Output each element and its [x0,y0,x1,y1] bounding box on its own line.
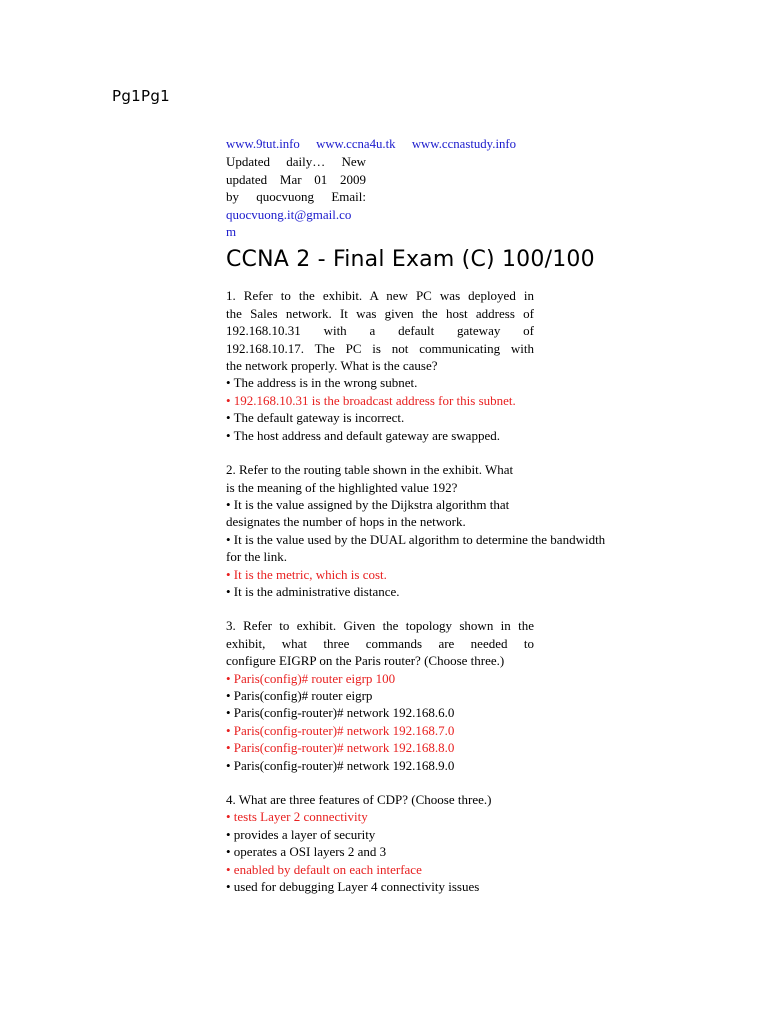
question-line: the Sales network. It was given the host address of [226,305,534,321]
question-text [226,287,534,374]
answer-option: • operates a OSI layers 2 and 3 [226,844,387,860]
answer-option: • The default gateway is incorrect. [226,410,405,426]
header-links [226,135,656,153]
question-list [226,287,656,895]
answer-option-correct: • enabled by default on each interface [226,861,422,877]
answer-option: • provides a layer of security [226,826,376,842]
answer-option-correct: • Paris(config-router)# network 192.168.7.0 [226,722,455,738]
answer-option: • Paris(config-router)# network 192.168.9.0 [226,757,455,773]
question-text [226,791,534,808]
page-title: CCNA 2 - Final Exam (C) 100/100 [226,247,595,273]
update-line-3: by quocvuong Email: [226,189,366,205]
question-block [226,791,656,895]
question-line: 1. Refer to the exhibit. A new PC was deployed in [226,288,534,304]
answer-option: • It is the administrative distance. [226,583,400,599]
email-line-1: quocvuong.it@gmail.co [226,206,352,222]
email-link[interactable] [226,206,366,241]
answer-option: • It is the value used by the DUAL algorithm to determine the bandwidth [226,531,606,547]
question-block [226,617,656,774]
question-text [226,617,534,669]
question-line: 192.168.10.31 with a default gateway of [226,323,534,339]
question-line: the network properly. What is the cause? [226,358,438,374]
question-block [226,461,656,600]
page-label: Pg1Pg1 [112,87,171,105]
update-line-1: Updated daily… New [226,154,366,170]
update-line-2: updated Mar 01 2009 [226,171,366,187]
question-spacer [226,774,656,791]
question-spacer [226,444,656,461]
answer-option: • The host address and default gateway are swapped. [226,427,500,443]
answer-option: for the link. [226,549,288,565]
answer-option: • The address is in the wrong subnet. [226,375,418,391]
question-text [226,461,534,496]
question-line: 3. Refer to exhibit. Given the topology shown in the [226,618,534,634]
answer-option-correct: • tests Layer 2 connectivity [226,809,368,825]
answer-option-correct: • Paris(config-router)# network 192.168.8.0 [226,740,455,756]
question-line: is the meaning of the highlighted value 192? [226,479,458,495]
question-line: 192.168.10.17. The PC is not communicating with [226,340,534,356]
email-line-2: m [226,224,237,240]
question-block [226,287,656,444]
question-line: 4. What are three features of CDP? (Choose three.) [226,792,492,807]
question-line: 2. Refer to the routing table shown in the exhibit. What [226,462,514,478]
answer-option-correct: • 192.168.10.31 is the broadcast address for this subnet. [226,392,516,408]
link-9tut[interactable]: www.9tut.info [226,137,300,151]
link-ccnastudy[interactable]: www.ccnastudy.info [411,137,517,151]
question-line: exhibit, what three commands are needed to [226,635,534,651]
answer-option: • Paris(config-router)# network 192.168.6.0 [226,705,455,721]
question-line: configure EIGRP on the Paris router? (Choose three.) [226,653,505,669]
answer-option: • Paris(config)# router eigrp [226,687,373,703]
answer-option: designates the number of hops in the network. [226,514,466,530]
link-ccna4u[interactable]: www.ccna4u.tk [316,137,396,151]
answer-option: • used for debugging Layer 4 connectivity issues [226,879,480,895]
answer-option: • It is the value assigned by the Dijkstra algorithm that [226,496,510,512]
answer-option-correct: • Paris(config)# router eigrp 100 [226,670,396,686]
question-spacer [226,600,656,617]
answer-option-correct: • It is the metric, which is cost. [226,566,387,582]
document-body [226,135,656,895]
